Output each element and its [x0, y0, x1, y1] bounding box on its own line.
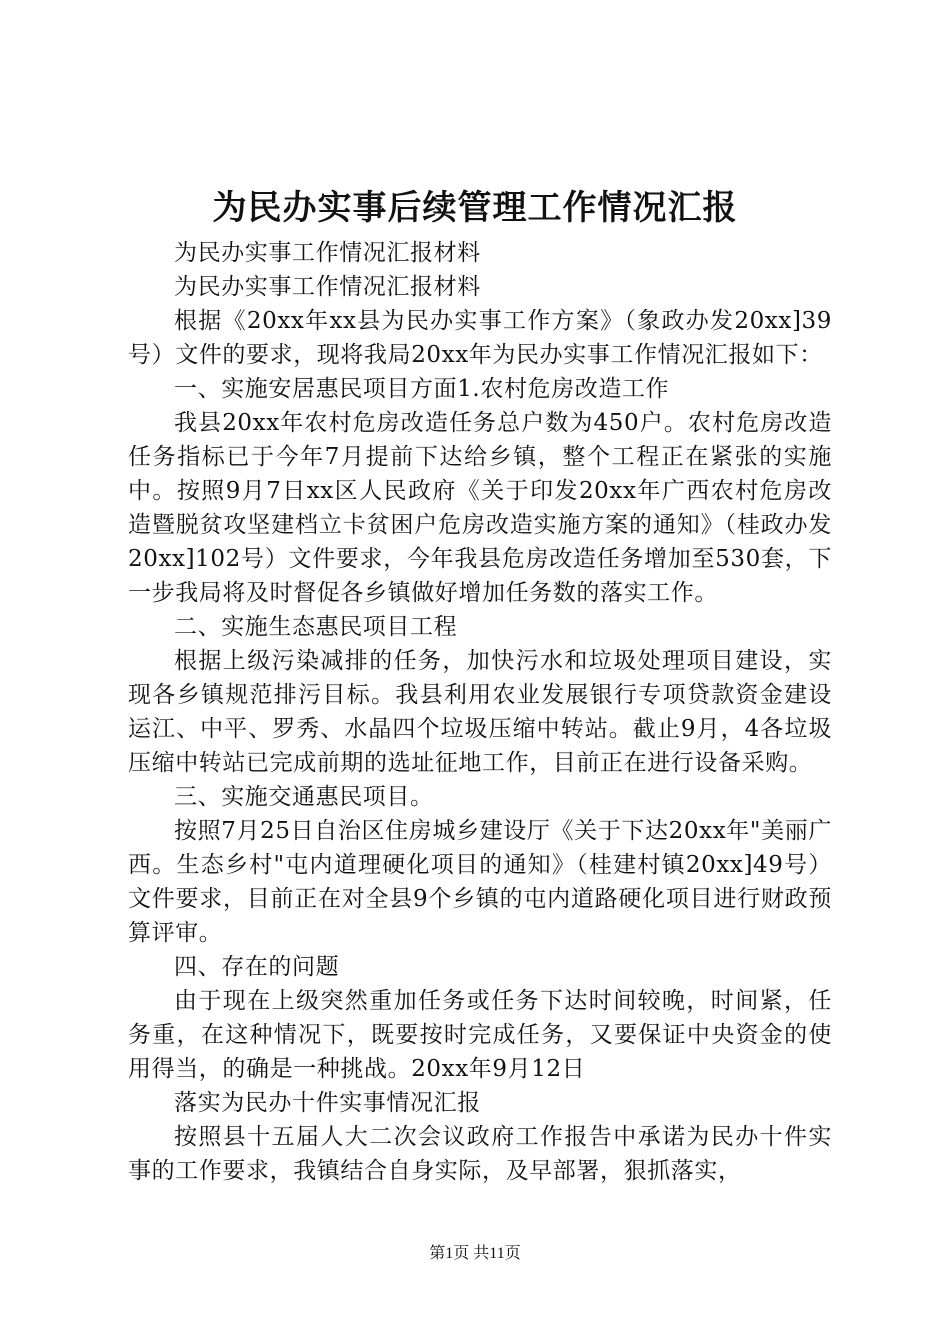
document-title: 为民办实事后续管理工作情况汇报 [212, 188, 738, 228]
paragraph: 为民办实事工作情况汇报材料 [174, 274, 481, 300]
paragraph: 按照县十五届人大二次会议政府工作报告中承诺为民办十件实事的工作要求，我镇结合自身实际，及早部署，狠抓落实， [128, 1124, 832, 1184]
paragraph: 由于现在上级突然重加任务或任务下达时间较晚，时间紧，任务重，在这种情况下，既要按时完成任务，又要保证中央资金的使用得当，的确是一种挑战。20xx年9月12日 [128, 988, 832, 1082]
paragraph: 根据《20xx年xx县为民办实事工作方案》（象政办发20xx]39号）文件的要求，现将我局20xx年为民办实事工作情况汇报如下： [128, 308, 832, 368]
section-heading: 三、实施交通惠民项目。 [174, 784, 434, 810]
section-heading: 二、实施生态惠民项目工程 [174, 614, 458, 640]
paragraph: 根据上级污染减排的任务，加快污水和垃圾处理项目建设，实现各乡镇规范排污目标。我县利用农业发展银行专项贷款资金建设运江、中平、罗秀、水晶四个垃圾压缩中转站。截止9月，4各垃圾压缩中转站已完成前期的选址征地工作，目前正在进行设备采购。 [128, 648, 832, 776]
page-footer: 第1页 共11页 [429, 1245, 521, 1262]
paragraph: 我县20xx年农村危房改造任务总户数为450户。农村危房改造任务指标已于今年7月提前下达给乡镇，整个工程正在紧张的实施中。按照9月7日xx区人民政府《关于印发20xx年广西农村危房改造暨脱贫攻坚建档立卡贫困户危房改造实施方案的通知》（桂政办发20xx]102号）文件要求，今年我县危房改造任务增加至530套，下一步我局将及时督促各乡镇做好增加任务数的落实工作。 [128, 410, 832, 606]
section-heading: 四、存在的问题 [174, 954, 340, 980]
paragraph: 按照7月25日自治区住房城乡建设厅《关于下达20xx年"美丽广西。生态乡村"屯内道理硬化项目的通知》（桂建村镇20xx]49号）文件要求，目前正在对全县9个乡镇的屯内道路硬化项目进行财政预算评审。 [128, 818, 832, 946]
paragraph: 为民办实事工作情况汇报材料 [174, 240, 481, 266]
document-body [128, 236, 832, 1188]
section-heading: 落实为民办十件实事情况汇报 [174, 1090, 481, 1116]
section-heading: 一、实施安居惠民项目方面1.农村危房改造工作 [174, 376, 670, 402]
